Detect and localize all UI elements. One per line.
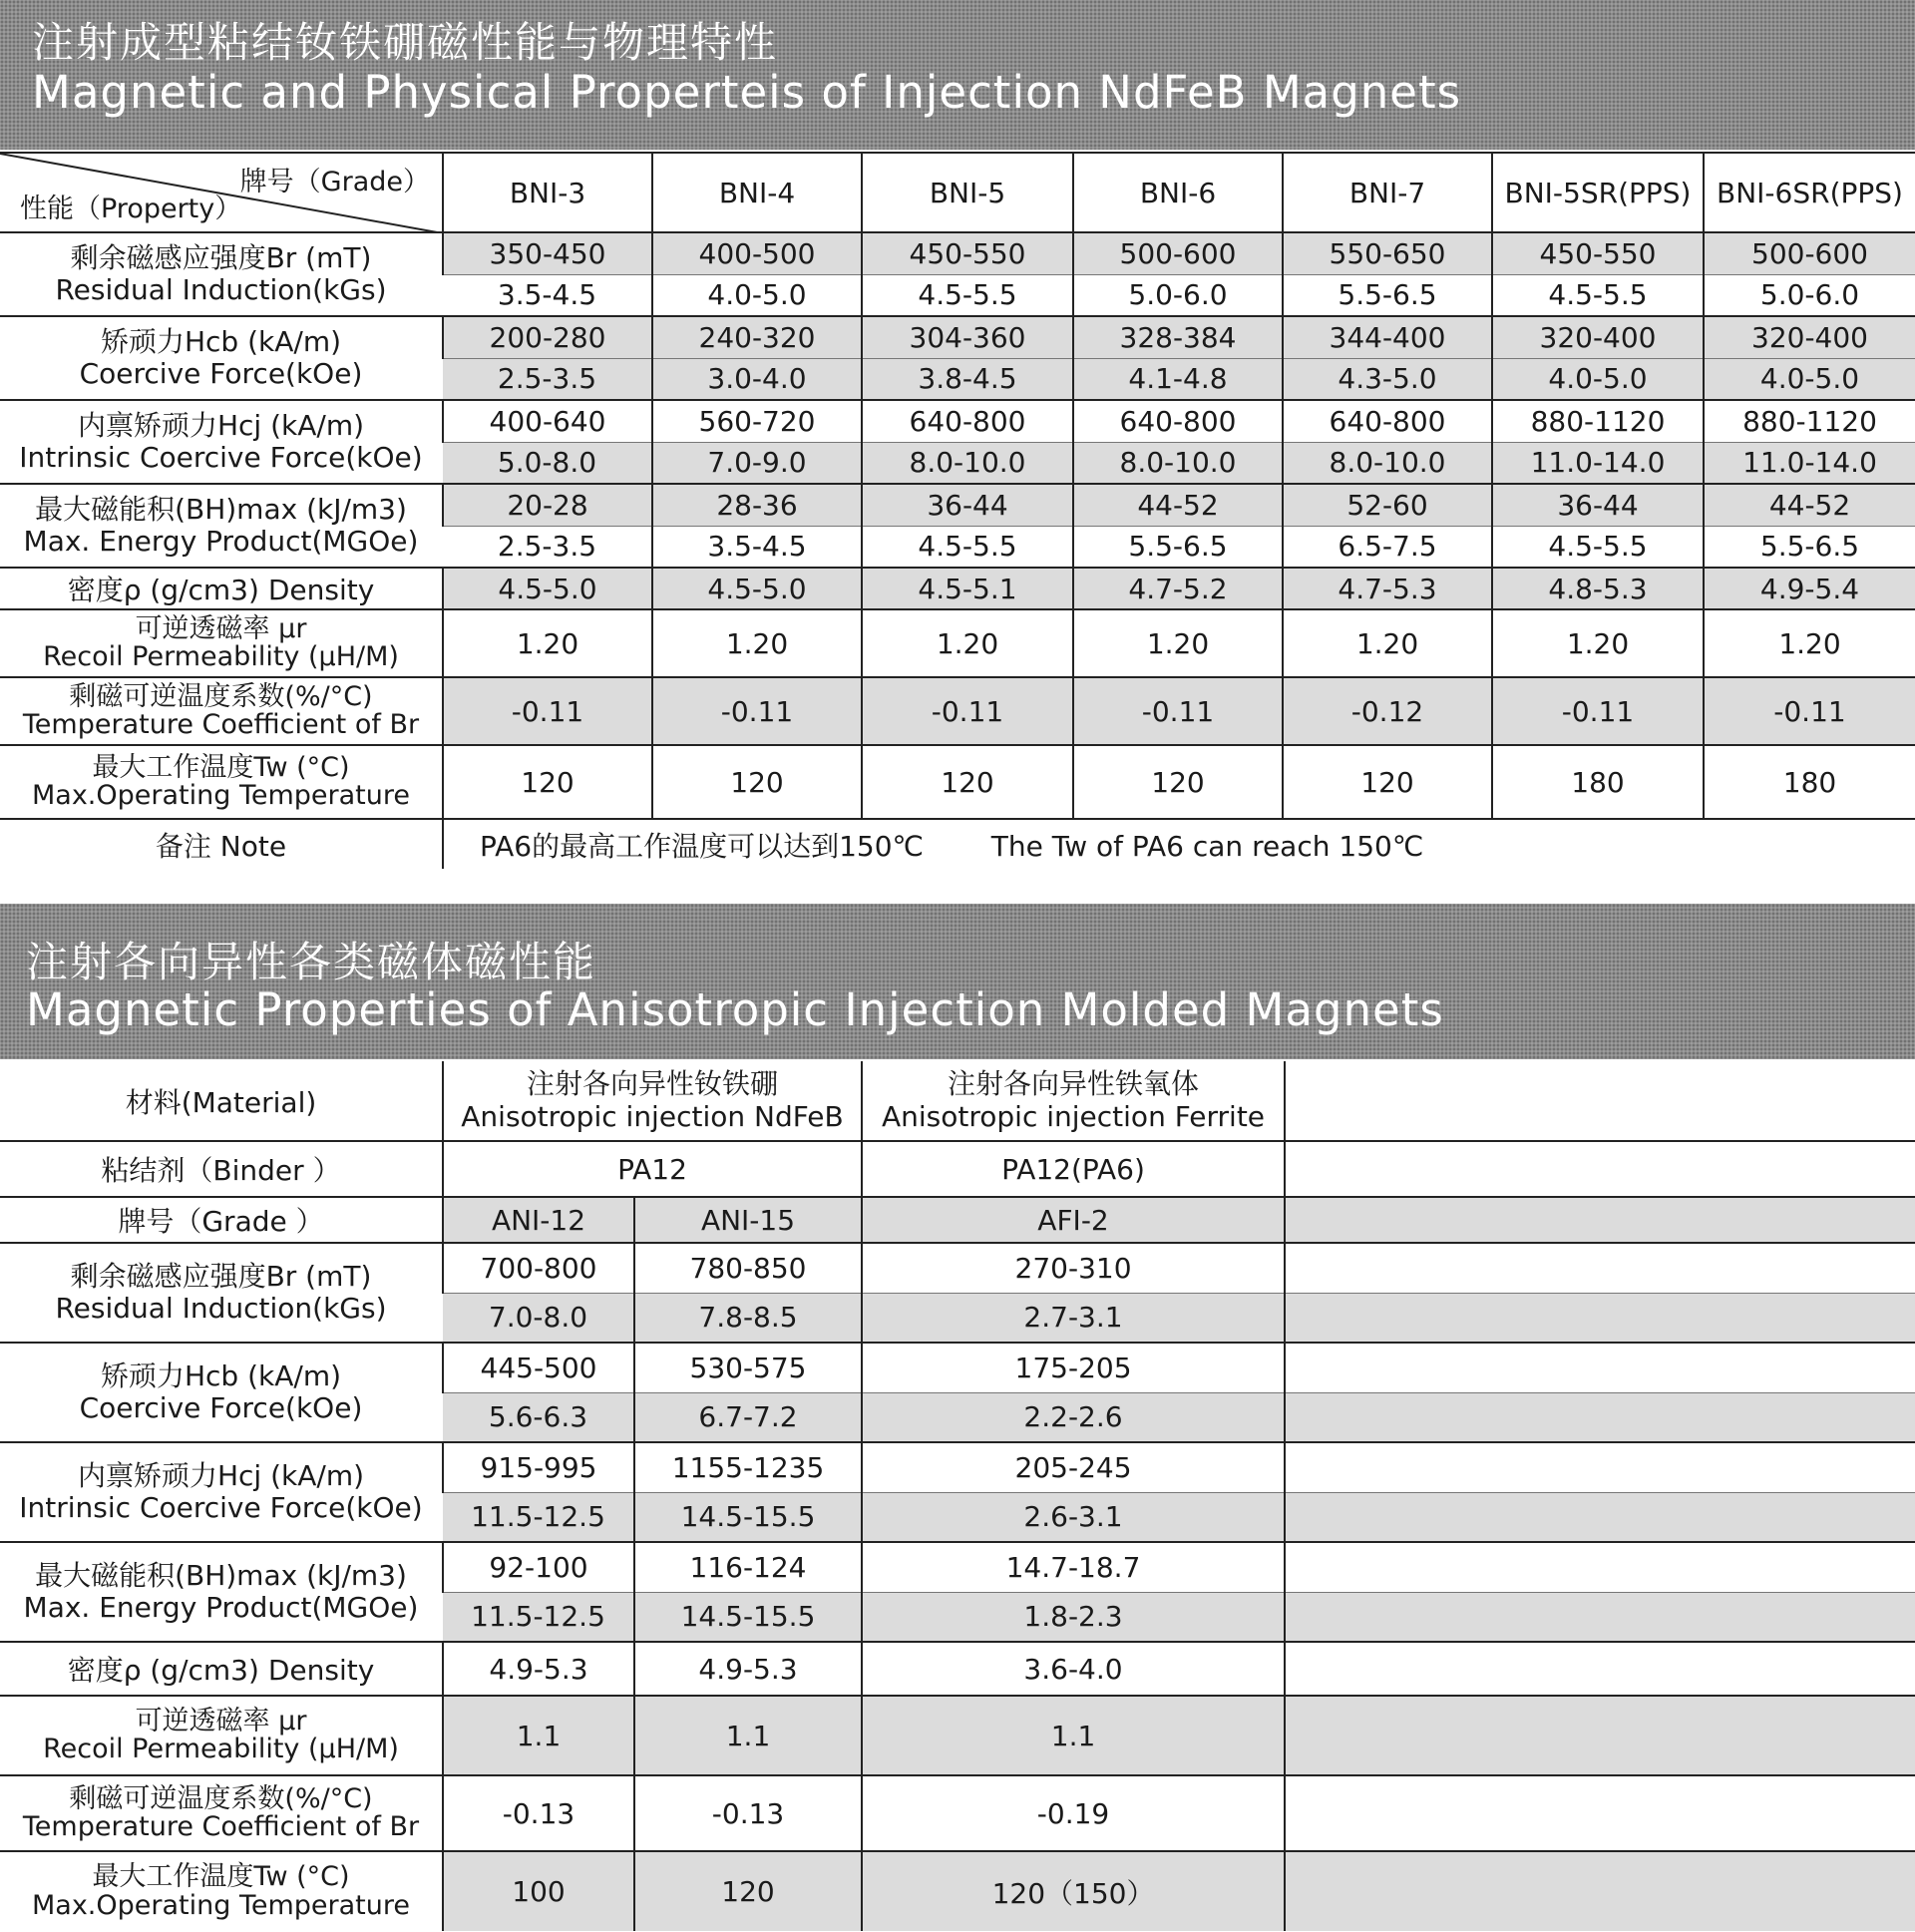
value-cell: -0.11 (1073, 677, 1283, 745)
section2-title-zh: 注射各向异性各类磁体磁性能 (26, 938, 597, 986)
value-cell: 700-800 (443, 1243, 634, 1293)
value-cell: 4.9-5.3 (634, 1642, 862, 1696)
label-zh: 剩磁可逆温度系数(%/°C) (69, 680, 373, 712)
value-cell: 1.1 (443, 1696, 634, 1775)
value-cell: 14.7-18.7 (862, 1542, 1285, 1592)
material-ndfeb (443, 1061, 862, 1141)
value-cell: 205-245 (862, 1442, 1285, 1492)
value-cell: 915-995 (443, 1442, 634, 1492)
material-ferrite (862, 1061, 1285, 1141)
value-cell: 4.5-5.5 (862, 274, 1073, 316)
section1-title-zh: 注射成型粘结钕铁硼磁性能与物理特性 (32, 18, 779, 67)
value-cell: 14.5-15.5 (634, 1592, 862, 1642)
label-en: Coercive Force(kOe) (79, 1391, 363, 1424)
value-cell: 640-800 (862, 400, 1073, 442)
value-cell: 3.5-4.5 (443, 274, 652, 316)
grade-cell: ANI-15 (634, 1197, 862, 1243)
value-cell: 4.8-5.3 (1492, 568, 1704, 609)
value-cell: 500-600 (1704, 232, 1915, 274)
value-cell: 450-550 (862, 232, 1073, 274)
value-cell: 20-28 (443, 484, 652, 526)
note-text-en: The Tw of PA6 can reach 150℃ (990, 829, 1424, 863)
value-cell: 780-850 (634, 1243, 862, 1293)
value-cell: 1.20 (1704, 609, 1915, 677)
value-cell: 2.2-2.6 (862, 1392, 1285, 1442)
value-cell: 5.0-6.0 (1073, 274, 1283, 316)
value-cell: 2.5-3.5 (443, 358, 652, 400)
label-zh: 最大工作温度Tw (°C) (92, 1861, 350, 1893)
label-en: Temperature Coefficient of Br (22, 1811, 420, 1842)
row-label-maxtemp (0, 745, 443, 819)
value-cell: 100 (443, 1851, 634, 1931)
value-cell: 400-500 (652, 232, 862, 274)
value-cell: 445-500 (443, 1343, 634, 1392)
value-cell: 6.5-7.5 (1283, 526, 1492, 568)
row-label-tempcoef (0, 1775, 443, 1851)
value-cell: -0.19 (862, 1775, 1285, 1851)
row-label-hcb (0, 1343, 443, 1442)
row-label-recoil (0, 609, 443, 677)
value-cell: 44-52 (1073, 484, 1283, 526)
row-label-br (0, 1243, 443, 1343)
label-zh: 内禀矫顽力Hcj (kA/m) (77, 408, 365, 442)
empty-cell (1285, 1141, 1915, 1197)
value-cell: 4.5-5.5 (1492, 526, 1704, 568)
row-label-hcb (0, 316, 443, 400)
value-cell: 2.7-3.1 (862, 1293, 1285, 1343)
label-en: Max. Energy Product(MGOe) (23, 1591, 419, 1624)
anisotropic-properties-table (0, 1061, 1915, 1931)
empty-cell (1285, 1775, 1915, 1851)
row-label-density: 密度ρ (g/cm3) Density (0, 568, 443, 609)
value-cell: 3.6-4.0 (862, 1642, 1285, 1696)
note-text-zh: PA6的最高工作温度可以达到150℃ (480, 829, 924, 863)
value-cell: -0.11 (652, 677, 862, 745)
label-en: Recoil Permeability (μH/M) (43, 641, 399, 672)
label-en: Residual Induction(kGs) (55, 273, 387, 306)
value-cell: 14.5-15.5 (634, 1492, 862, 1542)
value-cell: -0.11 (1492, 677, 1704, 745)
empty-cell (1285, 1343, 1915, 1392)
value-cell: 11.5-12.5 (443, 1592, 634, 1642)
material-ndfeb-en: Anisotropic injection NdFeB (461, 1099, 844, 1133)
row-label-maxtemp (0, 1851, 443, 1931)
value-cell: 4.1-4.8 (1073, 358, 1283, 400)
note-label: 备注 Note (0, 819, 443, 869)
value-cell: 1.20 (443, 609, 652, 677)
value-cell: 120 (443, 745, 652, 819)
value-cell: -0.11 (1704, 677, 1915, 745)
value-cell: 4.0-5.0 (1492, 358, 1704, 400)
value-cell: 120（150） (862, 1851, 1285, 1931)
value-cell: 4.7-5.2 (1073, 568, 1283, 609)
value-cell: 880-1120 (1704, 400, 1915, 442)
value-cell: 640-800 (1283, 400, 1492, 442)
grade-header: BNI-4 (652, 153, 862, 232)
value-cell: 175-205 (862, 1343, 1285, 1392)
binder-ferrite: PA12(PA6) (862, 1141, 1285, 1197)
row-label-bhmax (0, 1542, 443, 1642)
value-cell: 28-36 (652, 484, 862, 526)
value-cell: 44-52 (1704, 484, 1915, 526)
value-cell: 180 (1492, 745, 1704, 819)
label-en: Residual Induction(kGs) (55, 1292, 387, 1325)
value-cell: 3.5-4.5 (652, 526, 862, 568)
value-cell: 320-400 (1704, 316, 1915, 358)
section2-title-en: Magnetic Properties of Anisotropic Injection Molded Magnets (26, 983, 1444, 1036)
value-cell: 450-550 (1492, 232, 1704, 274)
value-cell: 11.0-14.0 (1704, 442, 1915, 484)
row-label-hcj (0, 400, 443, 484)
value-cell: -0.11 (443, 677, 652, 745)
value-cell: -0.13 (634, 1775, 862, 1851)
value-cell: 350-450 (443, 232, 652, 274)
value-cell: 4.9-5.4 (1704, 568, 1915, 609)
value-cell: 8.0-10.0 (862, 442, 1073, 484)
value-cell: 4.5-5.5 (862, 526, 1073, 568)
row-label-recoil (0, 1696, 443, 1775)
value-cell: 240-320 (652, 316, 862, 358)
value-cell: 5.0-8.0 (443, 442, 652, 484)
value-cell: 5.5-6.5 (1283, 274, 1492, 316)
value-cell: 560-720 (652, 400, 862, 442)
property-header-label: 性能（Property） (20, 193, 242, 224)
value-cell: 120 (652, 745, 862, 819)
value-cell: 1.20 (1073, 609, 1283, 677)
value-cell: 1.8-2.3 (862, 1592, 1285, 1642)
value-cell: 1.20 (1283, 609, 1492, 677)
value-cell: 180 (1704, 745, 1915, 819)
value-cell: 880-1120 (1492, 400, 1704, 442)
value-cell: 3.0-4.0 (652, 358, 862, 400)
value-cell: 5.5-6.5 (1073, 526, 1283, 568)
label-zh: 最大磁能积(BH)max (kJ/m3) (35, 492, 407, 526)
material-ferrite-zh: 注射各向异性铁氧体 (948, 1067, 1200, 1101)
value-cell: 92-100 (443, 1542, 634, 1592)
value-cell: -0.13 (443, 1775, 634, 1851)
value-cell: 4.5-5.5 (1492, 274, 1704, 316)
value-cell: -0.12 (1283, 677, 1492, 745)
value-cell: 120 (1073, 745, 1283, 819)
label-en: Max. Energy Product(MGOe) (23, 525, 419, 558)
label-zh: 可逆透磁率 μr (135, 612, 307, 644)
empty-cell (1285, 1293, 1915, 1343)
value-cell: 4.0-5.0 (1704, 358, 1915, 400)
note-text (443, 819, 1915, 869)
row-label-bhmax (0, 484, 443, 568)
label-zh: 最大工作温度Tw (°C) (92, 751, 350, 783)
empty-cell (1285, 1492, 1915, 1542)
value-cell: 36-44 (1492, 484, 1704, 526)
row-label-br (0, 232, 443, 316)
grade-header: BNI-6 (1073, 153, 1283, 232)
label-en: Max.Operating Temperature (31, 1889, 410, 1921)
empty-cell (1285, 1243, 1915, 1293)
value-cell: 344-400 (1283, 316, 1492, 358)
material-ferrite-en: Anisotropic injection Ferrite (882, 1099, 1266, 1133)
empty-cell (1285, 1392, 1915, 1442)
value-cell: 36-44 (862, 484, 1073, 526)
value-cell: 52-60 (1283, 484, 1492, 526)
value-cell: 1.20 (862, 609, 1073, 677)
value-cell: 640-800 (1073, 400, 1283, 442)
grade-header: BNI-3 (443, 153, 652, 232)
value-cell: 1.20 (1492, 609, 1704, 677)
value-cell: 500-600 (1073, 232, 1283, 274)
value-cell: 4.5-5.1 (862, 568, 1073, 609)
label-zh: 内禀矫顽力Hcj (kA/m) (77, 1458, 365, 1492)
binder-ndfeb: PA12 (443, 1141, 862, 1197)
value-cell: 328-384 (1073, 316, 1283, 358)
row-label-material: 材料(Material) (125, 1085, 317, 1119)
label-en: Intrinsic Coercive Force(kOe) (19, 441, 423, 474)
value-cell: 7.0-8.0 (443, 1293, 634, 1343)
row-label-tempcoef (0, 677, 443, 745)
value-cell: 120 (634, 1851, 862, 1931)
value-cell: 550-650 (1283, 232, 1492, 274)
header-diagonal-cell (0, 153, 443, 232)
value-cell: 4.5-5.0 (652, 568, 862, 609)
value-cell: 5.6-6.3 (443, 1392, 634, 1442)
value-cell: 116-124 (634, 1542, 862, 1592)
value-cell: 1.1 (634, 1696, 862, 1775)
value-cell: 120 (1283, 745, 1492, 819)
value-cell: 270-310 (862, 1243, 1285, 1293)
grade-header: BNI-7 (1283, 153, 1492, 232)
grade-header-label: 牌号（Grade） (239, 167, 430, 197)
row-label-grade: 牌号（Grade ） (0, 1197, 443, 1243)
value-cell: 7.0-9.0 (652, 442, 862, 484)
row-label-density: 密度ρ (g/cm3) Density (0, 1642, 443, 1696)
value-cell: 3.8-4.5 (862, 358, 1073, 400)
value-cell: 2.6-3.1 (862, 1492, 1285, 1542)
value-cell: 8.0-10.0 (1073, 442, 1283, 484)
value-cell: 400-640 (443, 400, 652, 442)
empty-cell (1285, 1592, 1915, 1642)
value-cell: 2.5-3.5 (443, 526, 652, 568)
ndfeb-properties-table (0, 152, 1915, 869)
label-en: Max.Operating Temperature (31, 780, 410, 811)
empty-cell (1285, 1197, 1915, 1243)
grade-cell: AFI-2 (862, 1197, 1285, 1243)
value-cell: 8.0-10.0 (1283, 442, 1492, 484)
value-cell: 530-575 (634, 1343, 862, 1392)
value-cell: 1.1 (862, 1696, 1285, 1775)
grade-header: BNI-5SR(PPS) (1492, 153, 1704, 232)
empty-cell (1285, 1542, 1915, 1592)
value-cell: 11.0-14.0 (1492, 442, 1704, 484)
section1-banner (0, 0, 1915, 150)
value-cell: 120 (862, 745, 1073, 819)
value-cell: 4.7-5.3 (1283, 568, 1492, 609)
value-cell: -0.11 (862, 677, 1073, 745)
value-cell: 200-280 (443, 316, 652, 358)
value-cell: 5.5-6.5 (1704, 526, 1915, 568)
value-cell: 4.9-5.3 (443, 1642, 634, 1696)
label-zh: 矫顽力Hcb (kA/m) (100, 324, 342, 358)
label-en: Intrinsic Coercive Force(kOe) (19, 1491, 423, 1524)
label-zh: 可逆透磁率 μr (135, 1705, 307, 1737)
label-zh: 剩磁可逆温度系数(%/°C) (69, 1782, 373, 1814)
section1-title-en: Magnetic and Physical Properteis of Injection NdFeB Magnets (32, 66, 1462, 119)
value-cell: 304-360 (862, 316, 1073, 358)
empty-cell (1285, 1851, 1915, 1931)
empty-cell (1285, 1061, 1915, 1141)
label-zh: 矫顽力Hcb (kA/m) (100, 1358, 342, 1392)
value-cell: 4.0-5.0 (652, 274, 862, 316)
label-zh: 剩余磁感应强度Br (mT) (70, 240, 372, 274)
label-zh: 剩余磁感应强度Br (mT) (70, 1259, 372, 1293)
row-label-hcj (0, 1442, 443, 1542)
empty-cell (1285, 1642, 1915, 1696)
label-en: Recoil Permeability (μH/M) (43, 1734, 399, 1764)
empty-cell (1285, 1696, 1915, 1775)
material-ndfeb-zh: 注射各向异性钕铁硼 (527, 1067, 779, 1101)
value-cell: 11.5-12.5 (443, 1492, 634, 1542)
value-cell: 4.3-5.0 (1283, 358, 1492, 400)
value-cell: 7.8-8.5 (634, 1293, 862, 1343)
grade-header: BNI-5 (862, 153, 1073, 232)
grade-header: BNI-6SR(PPS) (1704, 153, 1915, 232)
grade-cell: ANI-12 (443, 1197, 634, 1243)
value-cell: 5.0-6.0 (1704, 274, 1915, 316)
empty-cell (1285, 1442, 1915, 1492)
label-en: Coercive Force(kOe) (79, 357, 363, 390)
section2-banner (0, 904, 1915, 1059)
value-cell: 4.5-5.0 (443, 568, 652, 609)
label-en: Temperature Coefficient of Br (22, 709, 420, 740)
row-label-binder: 粘结剂（Binder ） (0, 1141, 443, 1197)
value-cell: 6.7-7.2 (634, 1392, 862, 1442)
value-cell: 320-400 (1492, 316, 1704, 358)
value-cell: 1.20 (652, 609, 862, 677)
label-zh: 最大磁能积(BH)max (kJ/m3) (35, 1558, 407, 1592)
value-cell: 1155-1235 (634, 1442, 862, 1492)
